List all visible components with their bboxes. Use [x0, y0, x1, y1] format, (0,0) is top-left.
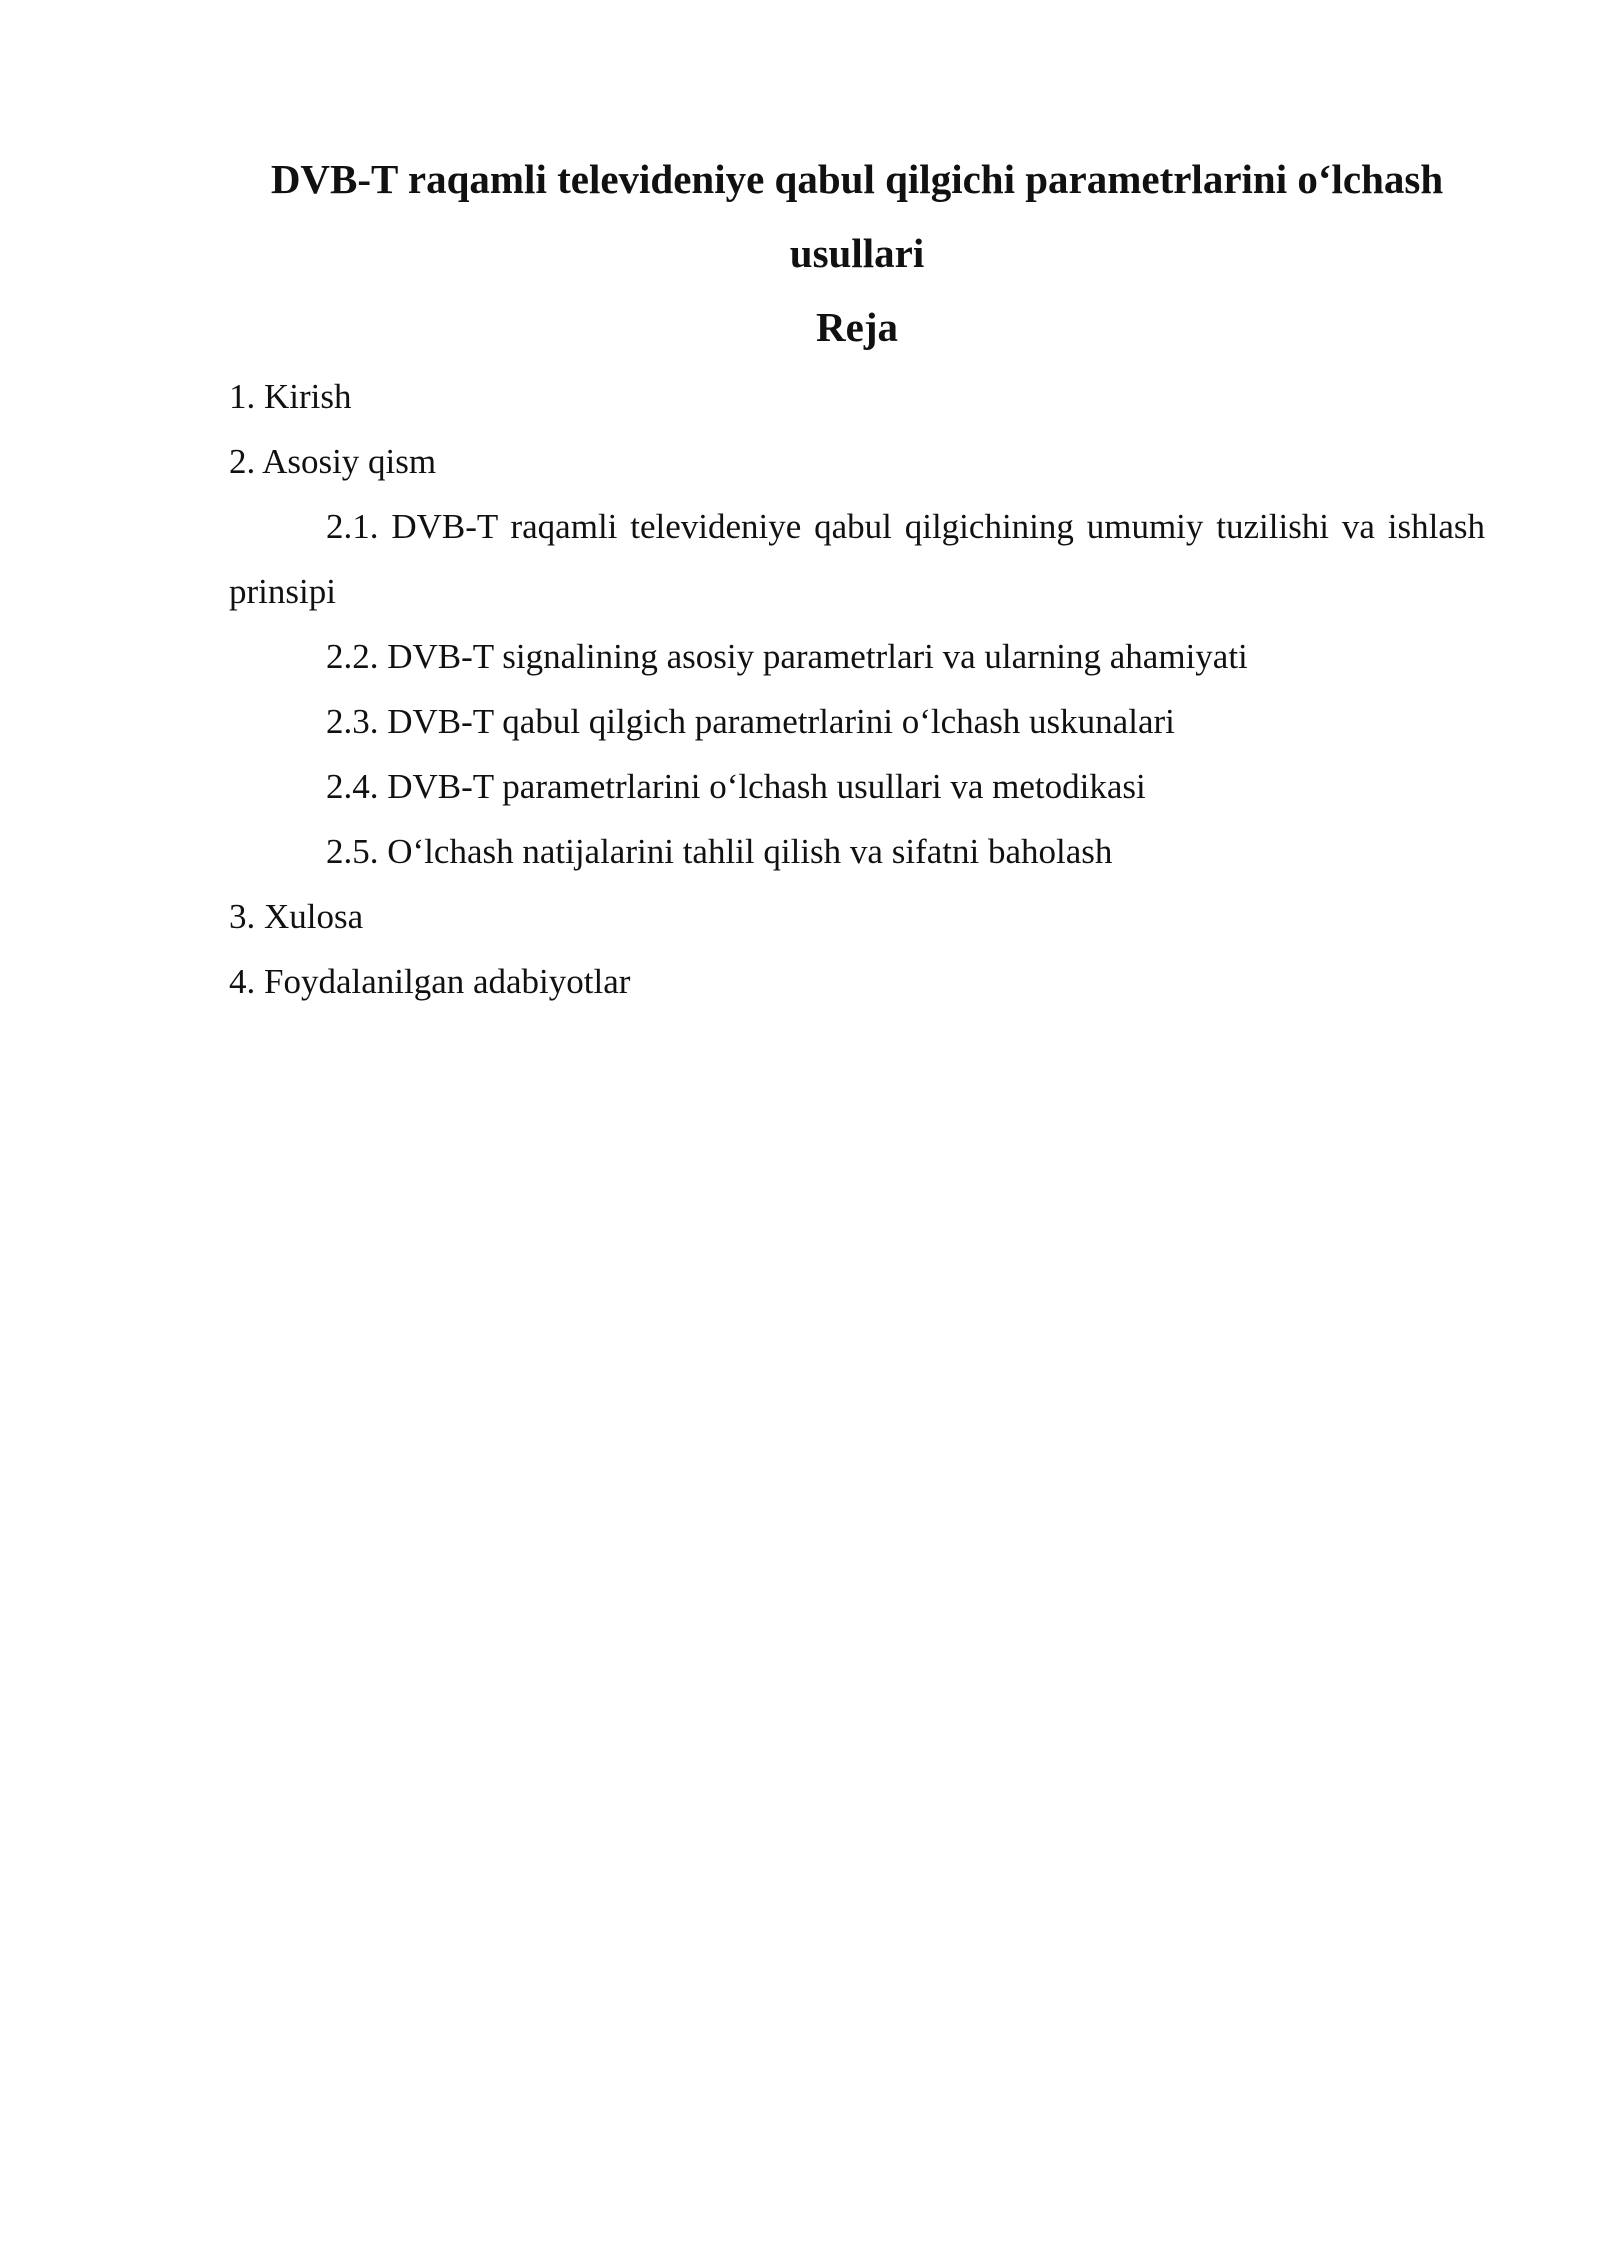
plan-subitem: 2.2. DVB-T signalining asosiy parametrlari va ularning ahamiyati	[326, 637, 1248, 676]
plan-subitem: 2.5. O‘lchash natijalarini tahlil qilish va sifatni baholash	[326, 832, 1113, 871]
plan-subitem: 2.1. DVB-T raqamli televideniye qabul qilgichining umumiy tuzilishi va ishlash prinsipi	[229, 507, 1485, 611]
plan-list	[229, 364, 1485, 1014]
plan-item: 1. Kirish	[229, 377, 352, 416]
document-page	[229, 0, 1485, 1014]
plan-item: 2. Asosiy qism	[229, 442, 437, 481]
document-title: DVB-T raqamli televideniye qabul qilgichi parametrlarini o‘lchash usullari	[270, 156, 1444, 276]
plan-item: 4. Foydalanilgan adabiyotlar	[229, 962, 631, 1001]
plan-subitem: 2.3. DVB-T qabul qilgich parametrlarini o‘lchash uskunalari	[326, 702, 1175, 741]
plan-item: 3. Xulosa	[229, 897, 364, 936]
plan-heading: Reja	[816, 304, 898, 350]
plan-subitem: 2.4. DVB-T parametrlarini o‘lchash usullari va metodikasi	[326, 767, 1146, 806]
